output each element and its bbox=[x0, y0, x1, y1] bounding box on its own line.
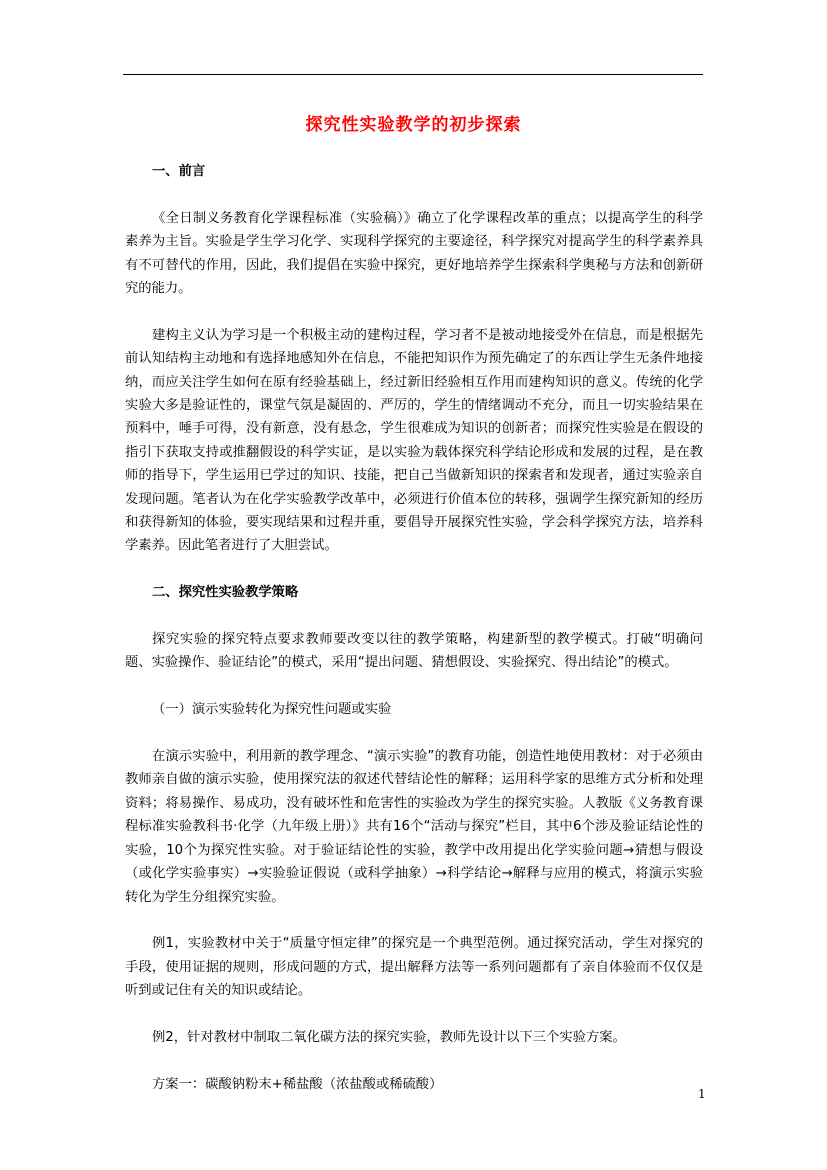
section-heading-strategy: 二、探究性实验教学策略 bbox=[152, 585, 299, 601]
paragraph: 例2，针对教材中制取二氧化碳方法的探究实验，教师先设计以下三个实验方案。 bbox=[152, 1029, 626, 1045]
paragraph: 例1，实验教材中关于“质量守恒定律”的探究是一个典型范例。通过探究活动，学生对探究的手段，使用证据的规则，形成问题的方式，提出解释方法等一系列问题都有了亲自体验而不仅仅是听到或记住有关的知识或结论。 bbox=[125, 936, 703, 999]
page-number: 1 bbox=[698, 1087, 706, 1101]
paragraph: 《全日制义务教育化学课程标准（实验稿）》确立了化学课程改革的重点；以提高学生的科学素养为主旨。实验是学生学习化学、实现科学探究的主要途径，科学探究对提高学生的科学素养具有不可替代的作用，因此，我们提倡在实验中探究，更好地培养学生探索科学奥秘与方法和创新研究的能力。 bbox=[125, 210, 703, 297]
document-body bbox=[125, 160, 703, 1120]
subsection-heading: （一）演示实验转化为探究性问题或实验 bbox=[152, 702, 392, 718]
paragraph: 在演示实验中，利用新的教学理念、“演示实验”的教育功能，创造性地使用教材：对于必须由教师亲自做的演示实验，使用探究法的叙述代替结论性的解释；运用科学家的思维方式分析和处理资料；将易操作、易成功，没有破坏性和危害性的实验改为学生的探究实验。人教版《义务教育课程标准实验教科书·化学（九年级上册）》共有16个“活动与探究”栏目，其中6个涉及验证结论性的实验，10个为探究性实验。对于验证结论性的实验，教学中改用提出化学实验问题→猜想与假设（或化学实验事实）→实验验证假说（或科学抽象）→科学结论→解释与应用的模式，将演示实验转化为学生分组探究实验。 bbox=[125, 749, 703, 905]
document-title: 探究性实验教学的初步探索 bbox=[305, 115, 522, 135]
paragraph: 探究实验的探究特点要求教师要改变以往的教学策略，构建新型的教学模式。打破“明确问题、实验操作、验证结论”的模式，采用“提出问题、猜想假设、实验探究、得出结论”的模式。 bbox=[125, 632, 703, 671]
paragraph: 建构主义认为学习是一个积极主动的建构过程，学习者不是被动地接受外在信息，而是根据先前认知结构主动地和有选择地感知外在信息，不能把知识作为预先确定了的东西让学生无条件地接纳，而应关注学生如何在原有经验基础上，经过新旧经验相互作用而建构知识的意义。传统的化学实验大多是验证性的，课堂气氛是凝固的、严厉的，学生的情绪调动不充分，而且一切实验结果在预料中，唾手可得，没有新意，没有悬念，学生很难成为知识的创新者；而探究性实验是在假设的指引下获取支持或推翻假设的科学实证，是以实验为载体探究科学结论形成和发展的过程，是在教师的指导下，学生运用已学过的知识、技能，把自己当做新知识的探索者和发现者，通过实验亲自发现问题。笔者认为在化学实验教学改革中，必须进行价值本位的转移，强调学生探究新知的经历和获得新知的体验，要实现结果和过程并重，要倡导开展探究性实验，学会科学探究方法，培养科学素养。因此笔者进行了大胆尝试。 bbox=[125, 327, 703, 554]
paragraph: 方案一：碳酸钠粉末+稀盐酸（浓盐酸或稀硫酸） bbox=[152, 1076, 443, 1092]
header-rule bbox=[123, 74, 703, 75]
section-heading-preface: 一、前言 bbox=[152, 164, 206, 179]
